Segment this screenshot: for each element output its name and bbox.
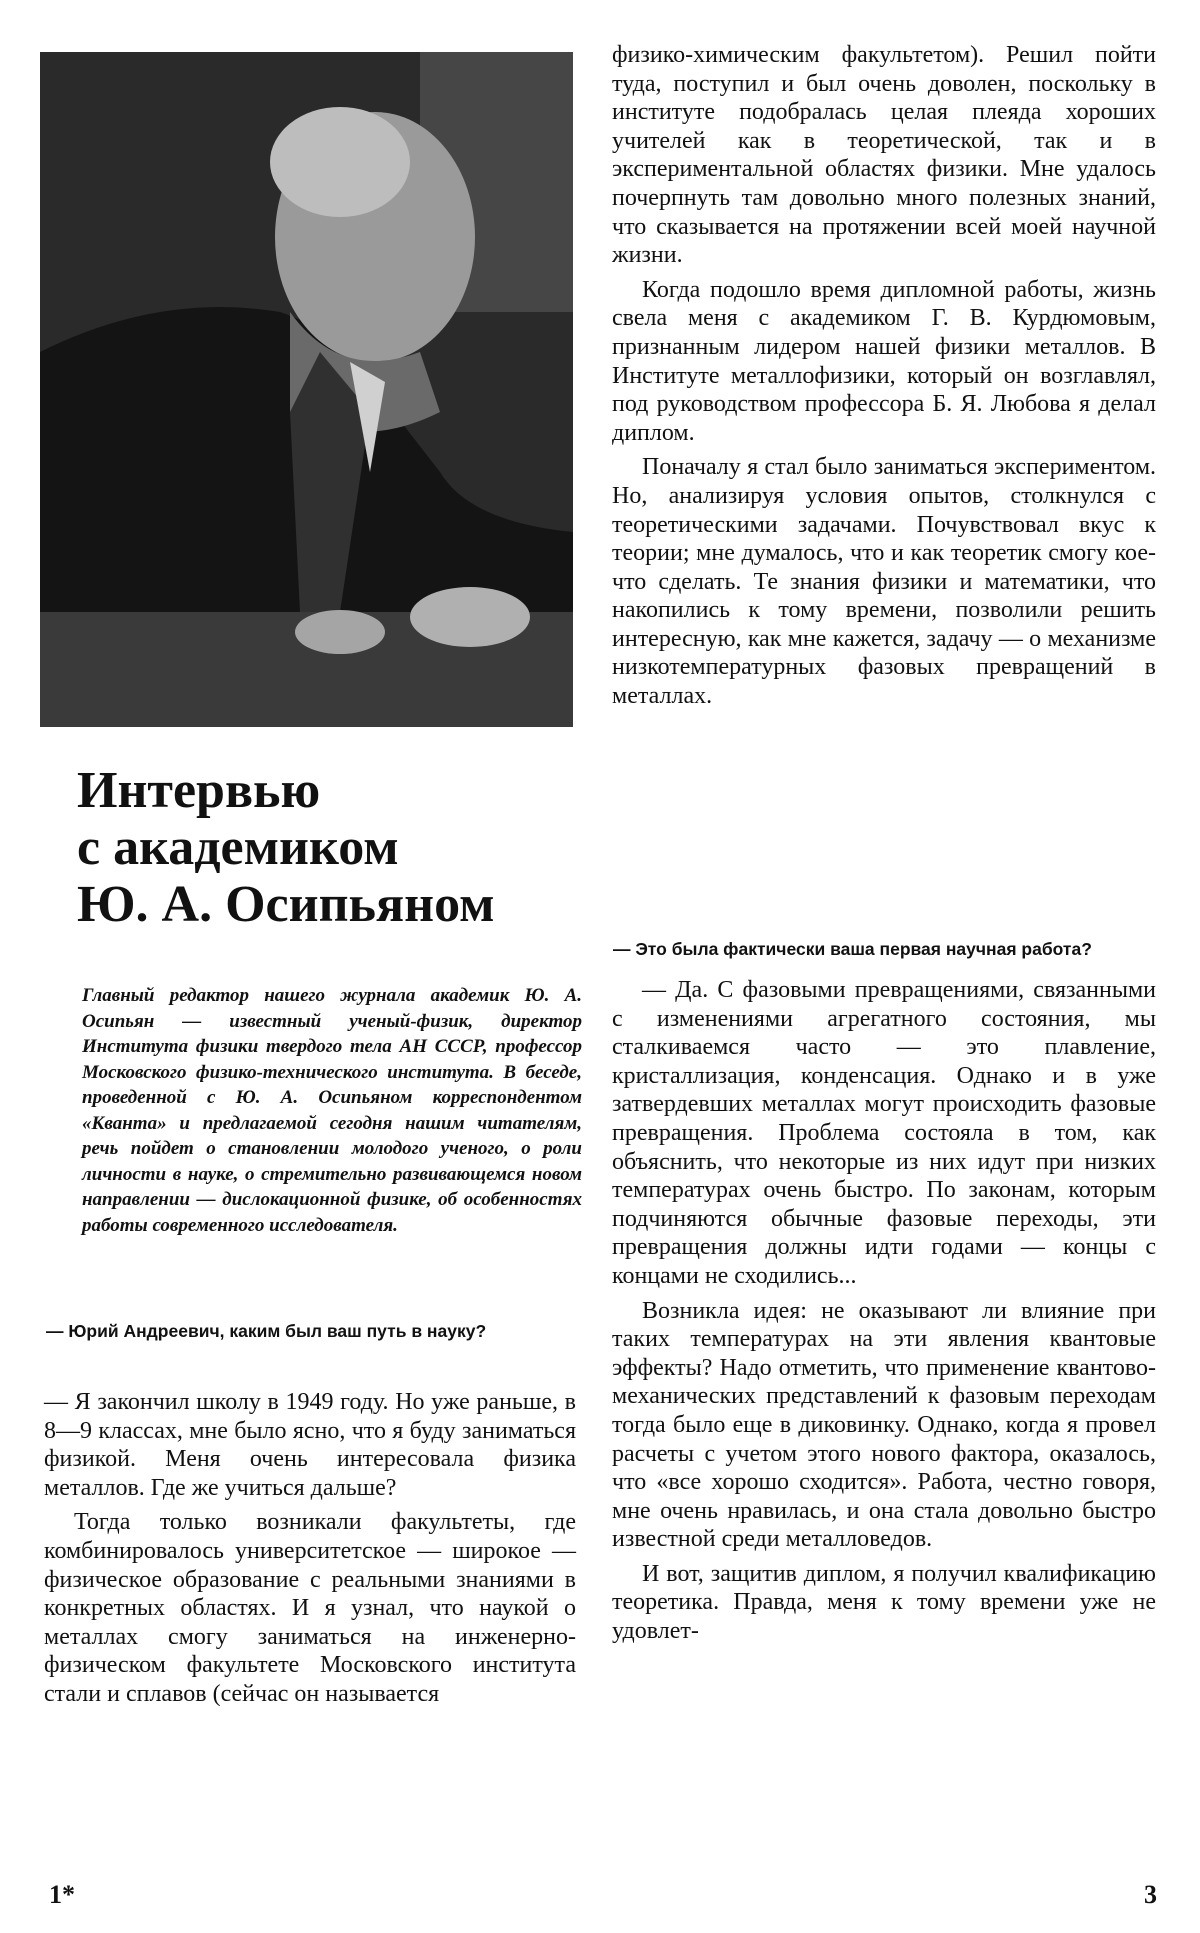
portrait-photo xyxy=(40,52,573,727)
title-line-1: Интервью xyxy=(77,762,321,819)
column-right-bottom xyxy=(612,976,1156,1652)
column-right-top xyxy=(612,41,1156,717)
paragraph: Возникла идея: не оказывают ли влияние при таких температурах на эти явления квантовые эффекты? Надо отметить, что применение квантово-механических представлений к фазовым переходам тогда было еще в диковинку. Однако, когда я провел расчеты с учетом этого нового фактора, оказалось, что «все хорошо сходится». Работа, честно говоря, мне очень нравилась, и она стала довольно быстро известной среди металловедов. xyxy=(612,1297,1156,1553)
column-left-body xyxy=(44,1388,576,1715)
paragraph: физико-химическим факультетом). Решил пойти туда, поступил и был очень доволен, поскольку в институте подобралась целая плеяда хороших учителей как в теоретической, так и в экспериментальной областях физики. Мне удалось почерпнуть там довольно много полезных знаний, что сказывается на протяжении всей моей научной жизни. xyxy=(612,42,1156,269)
paragraph: Поначалу я стал было заниматься экспериментом. Но, анализируя условия опытов, столкнулся с теоретическими задачами. Почувствовал вкус к теории; мне думалось, что и как теоретик смогу кое-что сделать. Те знания физики и математики, что накопились к тому времени, позволили решить интересную, как мне кажется, задачу — о механизме низкотемпературных фазовых превращений в металлах. xyxy=(612,454,1156,710)
paragraph: — Я закончил школу в 1949 году. Но уже раньше, в 8—9 классах, мне было ясно, что я буду заниматься физикой. Меня очень интересовала физика металлов. Где же учиться дальше? xyxy=(44,1389,576,1501)
paragraph: И вот, защитив диплом, я получил квалификацию теоретика. Правда, меня к тому времени уже не удовлет- xyxy=(612,1560,1156,1645)
portrait-illustration xyxy=(40,52,573,727)
paragraph: — Да. С фазовыми превращениями, связанными с изменениями агрегатного состояния, мы сталкиваемся часто — это плавление, кристаллизация, конденсация. Однако и в уже затвердевших металлах могут происходить фазовые превращения. Проблема состояла в том, как объяснить, что некоторые из них идут при низких температурах очень быстро. По законам, которым подчиняются обычные фазовые переходы, эти превращения должны идти годами — концы с концами не сходились... xyxy=(612,977,1156,1289)
article-title xyxy=(77,762,597,933)
question-1: — Юрий Андреевич, каким был ваш путь в науку? xyxy=(46,1321,487,1341)
question-2: — Это была фактически ваша первая научная работа? xyxy=(613,939,1092,959)
paragraph: Когда подошло время дипломной работы, жизнь свела меня с академиком Г. В. Курдюмовым, признанным лидером нашей физики металлов. В Институте металлофизики, который он возглавлял, под руководством профессора Б. Я. Любова я делал диплом. xyxy=(612,276,1156,446)
page-signature: 1* xyxy=(49,1880,75,1909)
lead-paragraph: Главный редактор нашего журнала академик Ю. А. Осипьян — известный ученый-физик, директор Института физики твердого тела АН СССР, профессор Московского физико-технического института. В беседе, проведенной с Ю. А. Осипьяном корреспондентом «Кванта» и предлагаемой сегодня нашим читателям, речь пойдет о становлении молодого ученого, о роли личности в науке, о стремительно развивающемся новом направлении — дислокационной физике, об особенностях работы современного исследователя. xyxy=(82,985,582,1236)
title-line-2: с академиком xyxy=(77,819,399,876)
title-line-3: Ю. А. Осипьяном xyxy=(77,876,495,933)
paragraph: Тогда только возникали факультеты, где комбинировалось университетское — широкое — физическое образование с реальными знаниями в конкретных областях. И я узнал, что наукой о металлах смогу заниматься на инженерно-физическом факультете Московского института стали и сплавов (сейчас он называется xyxy=(44,1509,576,1707)
page-number: 3 xyxy=(1144,1880,1157,1909)
